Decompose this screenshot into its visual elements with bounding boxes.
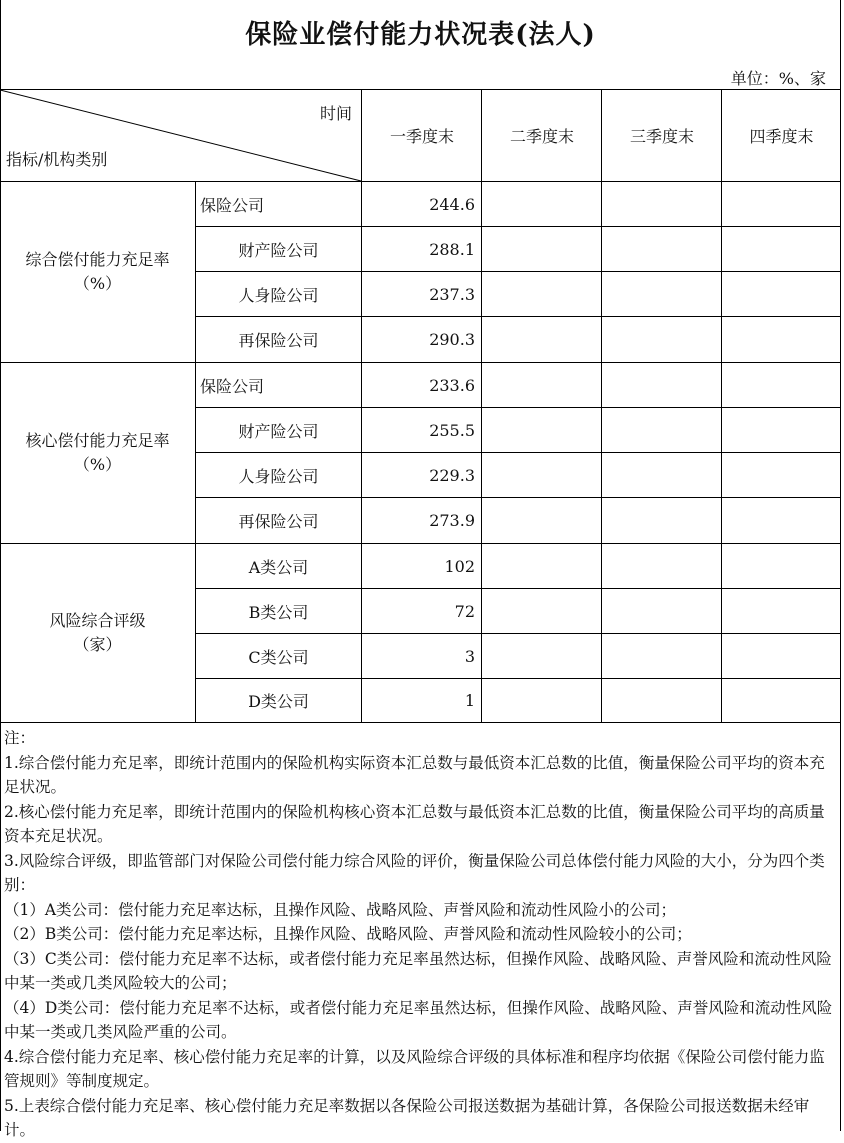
row-label: 人身险公司 [238,285,319,305]
note-line: 5.上表综合偿付能力充足率、核心偿付能力充足率数据以各保险公司报送数据为基础计算，各保险公司报送数据未经审计。 [4,1096,810,1139]
row-label: C类公司 [248,647,309,667]
header-q2: 二季度末 [509,127,574,146]
group-label [0,182,195,362]
row-label: 人身险公司 [238,466,319,486]
header-indicator-label: 指标/机构类别 [6,149,108,169]
note-line: （2）B类公司：偿付能力充足率达标，且操作风险、战略风险、声誉风险和流动性风险较小的公司； [4,925,692,943]
group-label [0,363,195,543]
row-q1-value: 72 [454,601,475,621]
divider [0,722,841,723]
row-q1-value: 244.6 [429,194,475,214]
group-unit: （%） [73,455,122,474]
row-label: 再保险公司 [238,512,319,531]
note-line: 4.综合偿付能力充足率、核心偿付能力充足率的计算，以及风险综合评级的具体标准和程序均依据《保险公司偿付能力监管规则》等制度规定。 [4,1047,825,1090]
row-q1-value: 3 [464,646,475,666]
header-time-label: 时间 [320,103,353,123]
unit-label: 单位：%、家 [730,69,826,88]
note-line: 注： [4,729,36,747]
row-label: D类公司 [248,692,309,711]
notes [4,726,836,1143]
row-q1-value: 1 [464,691,475,710]
divider [721,89,722,722]
group-label [0,544,195,722]
group-name: 核心偿付能力充足率 [25,431,170,450]
row-q1-value: 233.6 [429,375,475,395]
row-label: 保险公司 [200,376,265,396]
header-q4: 四季度末 [749,127,814,146]
row-label: 财产险公司 [238,421,319,441]
note-line: 2.核心偿付能力充足率，即统计范围内的保险机构核心资本汇总数与最低资本汇总数的比值，衡量保险公司平均的高质量资本充足状况。 [4,802,825,845]
divider [0,89,841,90]
group-unit: （%） [73,274,122,293]
row-q1-value: 273.9 [429,511,475,530]
page-title: 保险业偿付能力状况表(法人) [245,20,596,50]
row-q1-value: 102 [444,556,475,576]
row-q1-value: 288.1 [429,239,475,259]
group-name: 风险综合评级 [49,611,146,630]
group-name: 综合偿付能力充足率 [25,250,170,269]
divider [601,89,602,722]
note-line: （1）A类公司：偿付能力充足率达标，且操作风险、战略风险、声誉风险和流动性风险小的公司； [4,900,677,919]
group-unit: （家） [73,635,122,654]
row-q1-value: 255.5 [429,420,475,440]
divider [481,89,482,722]
header-q3: 三季度末 [629,127,694,146]
row-q1-value: 290.3 [429,330,475,349]
note-line: 1.综合偿付能力充足率，即统计范围内的保险机构实际资本汇总数与最低资本汇总数的比值，衡量保险公司平均的资本充足状况。 [4,753,825,796]
note-line: 3.风险综合评级，即监管部门对保险公司偿付能力综合风险的评价，衡量保险公司总体偿付能力风险的大小，分为四个类别： [4,851,825,894]
row-label: 再保险公司 [238,331,319,350]
row-q1-value: 229.3 [429,465,475,485]
row-label: B类公司 [248,602,309,622]
note-line: （3）C类公司：偿付能力充足率不达标，或者偿付能力充足率虽然达标，但操作风险、战略风险、声誉风险和流动性风险中某一类或几类风险较大的公司； [4,949,832,992]
row-label: 保险公司 [200,195,265,215]
row-label: A类公司 [248,557,309,577]
header-q1: 一季度末 [389,127,454,146]
row-q1-value: 237.3 [429,284,475,304]
note-line: （4）D类公司：偿付能力充足率不达标，或者偿付能力充足率虽然达标，但操作风险、战略风险、声誉风险和流动性风险中某一类或几类风险严重的公司。 [4,998,833,1041]
row-label: 财产险公司 [238,240,319,260]
